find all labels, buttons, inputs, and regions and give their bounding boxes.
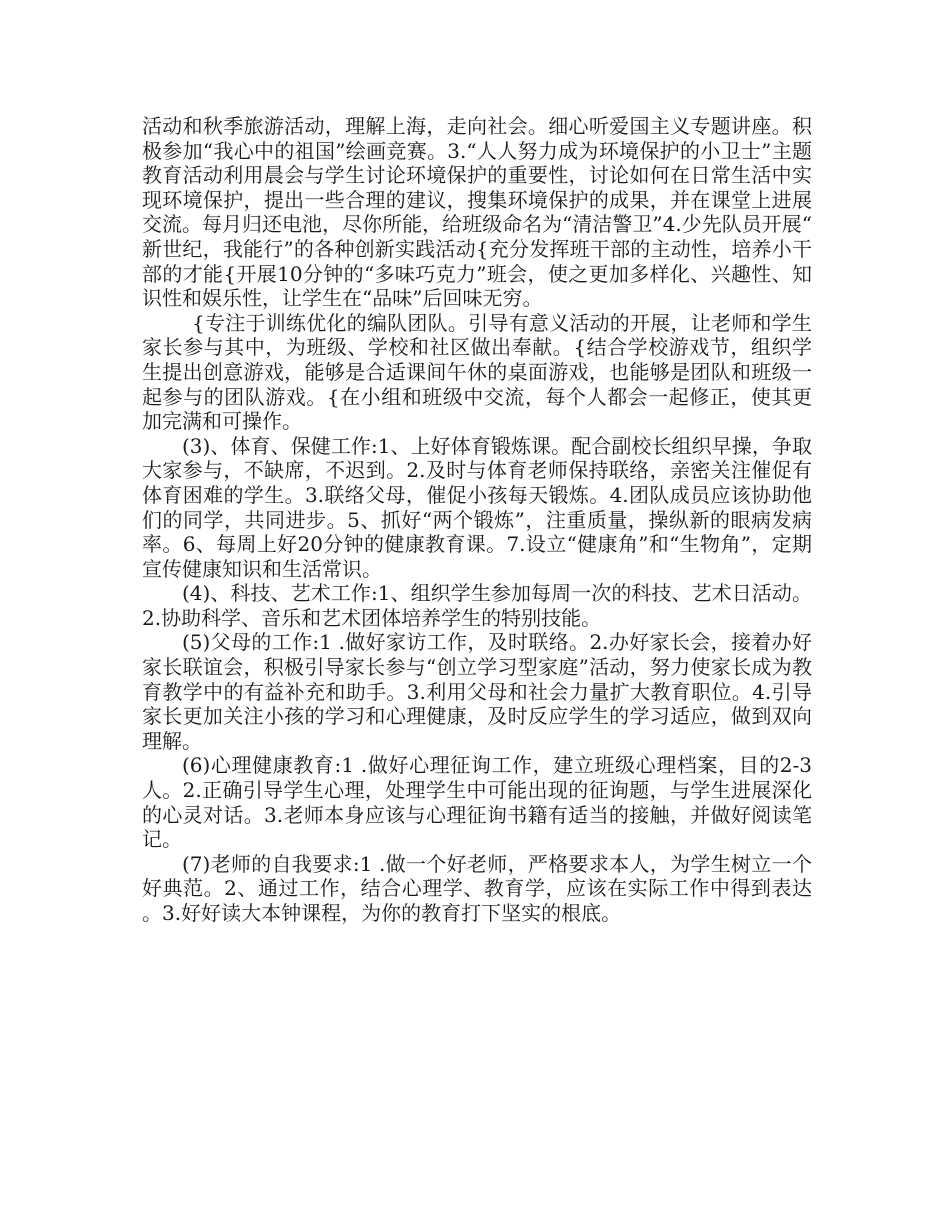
paragraph-team-activities: {专注于训练优化的编队团队。引导有意义活动的开展，让老师和学生家长参与其中，为班级、学校和社区做出奉献。{结合学校游戏节，组织学生提出创意游戏，能够是合适课间午休的桌面游戏，也能够是团队和班级一起参与的团队游戏。{在小组和班级中交流，每个人都会一起修正，使其更加完满和可操作。 [142, 310, 812, 434]
paragraph-science-art: (4)、科技、艺术工作:1、组织学生参加每周一次的科技、艺术日活动。2.协助科学、音乐和艺术团体培养学生的特别技能。 [142, 581, 812, 630]
paragraph-mental-health: (6)心理健康教育:1 .做好心理征询工作，建立班级心理档案，目的2-3人。2.正确引导学生心理，处理学生中可能出现的征询题，与学生进展深化的心灵对话。3.老师本身应该与心理征询书籍有适当的接触，并做好阅读笔记。 [142, 753, 812, 852]
paragraph-parents-work: (5)父母的工作:1 .做好家访工作，及时联络。2.办好家长会，接着办好家长联谊会，积极引导家长参与“创立学习型家庭”活动，努力使家长成为教育教学中的有益补充和助手。3.利用父母和社会力量扩大教育职位。4.引导家长更加关注小孩的学习和心理健康，及时反应学生的学习适应，做到双向理解。 [142, 630, 812, 753]
paragraph-sports-health: (3)、体育、保健工作:1、上好体育锻炼课。配合副校长组织早操，争取大家参与，不缺席，不迟到。2.及时与体育老师保持联络，亲密关注催促有体育困难的学生。3.联络父母，催促小孩每天锻炼。4.团队成员应该协助他们的同学，共同进步。5、抓好“两个锻炼”，注重质量，操纵新的眼病发病率。6、每周上好20分钟的健康教育课。7.设立“健康角”和“生物角”，定期宣传健康知识和生活常识。 [142, 433, 812, 581]
paragraph-teacher-requirements: (7)老师的自我要求:1 .做一个好老师，严格要求本人，为学生树立一个好典范。2、通过工作，结合心理学、教育学，应该在实际工作中得到表达。3.好好读大本钟课程，为你的教育打下坚实的根底。 [142, 851, 812, 925]
paragraph-activities-continued: 活动和秋季旅游活动，理解上海，走向社会。细心听爱国主义专题讲座。积极参加“我心中的祖国”绘画竞赛。3.“人人努力成为环境保护的小卫士”主题教育活动利用晨会与学生讨论环境保护的重要性，讨论如何在日常生活中实现环境保护，提出一些合理的建议，搜集环境保护的成果，并在课堂上进展交流。每月归还电池，尽你所能，给班级命名为“清洁警卫”4.少先队员开展“新世纪，我能行”的各种创新实践活动{充分发挥班干部的主动性，培养小干部的才能{开展10分钟的“多味巧克力”班会，使之更加多样化、兴趣性、知识性和娱乐性，让学生在“品味”后回味无穷。 [142, 114, 812, 311]
document-body [142, 114, 812, 926]
